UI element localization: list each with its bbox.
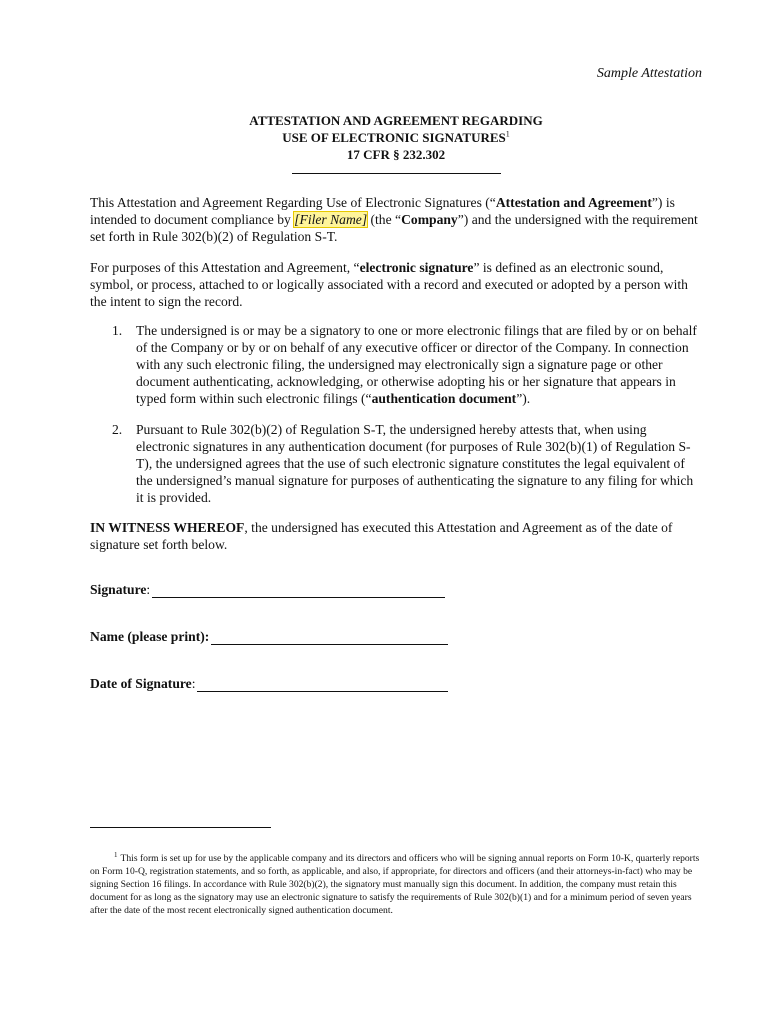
- title-footnote-ref[interactable]: 1: [505, 129, 510, 139]
- filer-name-placeholder[interactable]: [Filer Name]: [294, 212, 368, 227]
- list-item-number: 2.: [112, 422, 123, 437]
- signature-label: Signature: [90, 582, 147, 597]
- name-label: Name (please print):: [90, 629, 210, 644]
- intro-paragraph: This Attestation and Agreement Regarding Use of Electronic Signatures (“Attestation and Agreement”) is intended to document compliance by [Filer Name] (the “Company”) and the undersigned with the requirement set forth in Rule 302(b)(2) of Regulation S-T.: [90, 195, 698, 244]
- witness-paragraph: IN WITNESS WHEREOF, the undersigned has executed this Attestation and Agreement as of the date of signature set forth below.: [90, 520, 673, 552]
- title-line-3: 17 CFR § 232.302: [346, 147, 446, 162]
- footnote-separator: [90, 827, 271, 828]
- signature-field[interactable]: Signature :: [90, 582, 445, 598]
- signature-input-line[interactable]: [152, 583, 445, 598]
- list-item: 2. Pursuant to Rule 302(b)(2) of Regulation S-T, the undersigned hereby attests that, when using electronic signatures in any authentication document (for purposes of Rule 302(b)(1) of Regulation S-T), the undersigned agrees that the use of such electronic signature constitutes the legal equivalent of the undersigned’s manual signature for purposes of authenticating the signature to any filing for which it is provided.: [112, 422, 694, 505]
- name-field[interactable]: [90, 629, 448, 645]
- definition-paragraph: For purposes of this Attestation and Agreement, “electronic signature” is defined as an electronic sound, symbol, or process, attached to or logically associated with a record and executed or adopted by a person with the intent to sign the record.: [90, 260, 688, 309]
- list-item-number: 1.: [112, 323, 123, 338]
- title-rule: [292, 173, 501, 174]
- footnote: $^1$ This form is set up for use by the applicable company and its directors and officers who will be signing annual reports on Form 10-K, quarterly reports on Form 10-Q, registration statements, and so forth, as applicable, and also, if appropriate, for directors and officers (and their attorneys-in-fact) who may be signing Section 16 filings. In accordance with Rule 302(b)(2), the signatory must manually sign this document. In addition, the company must retain this document for as long as the signatory may use an electronic signature to satisfy the requirements of Rule 302(b)(1) and for a minimum period of seven years after the date of the most recent electronically signed authentication document.: [90, 851, 700, 917]
- name-input-line[interactable]: [211, 630, 448, 645]
- date-field[interactable]: Date of Signature :: [90, 676, 448, 692]
- title-line-1: ATTESTATION AND AGREEMENT REGARDING: [249, 113, 543, 128]
- title-line-2: USE OF ELECTRONIC SIGNATURES$^1$: [282, 129, 510, 145]
- date-label: Date of Signature: [90, 676, 192, 691]
- list-item: 1. The undersigned is or may be a signatory to one or more electronic filings that are filed by or on behalf of the Company or by or on behalf of any executive officer or director of the Company. In connection with any such electronic filing, the undersigned may electronically sign a signature page or other document authenticating, acknowledging, or otherwise adopting his or her signature that appears in typed form within such electronic filings (“authentication document”).: [112, 323, 697, 406]
- date-input-line[interactable]: [197, 677, 448, 692]
- footnote-number: 1: [114, 851, 118, 859]
- document-title: [90, 112, 702, 174]
- sample-attestation-label: Sample Attestation: [596, 66, 702, 81]
